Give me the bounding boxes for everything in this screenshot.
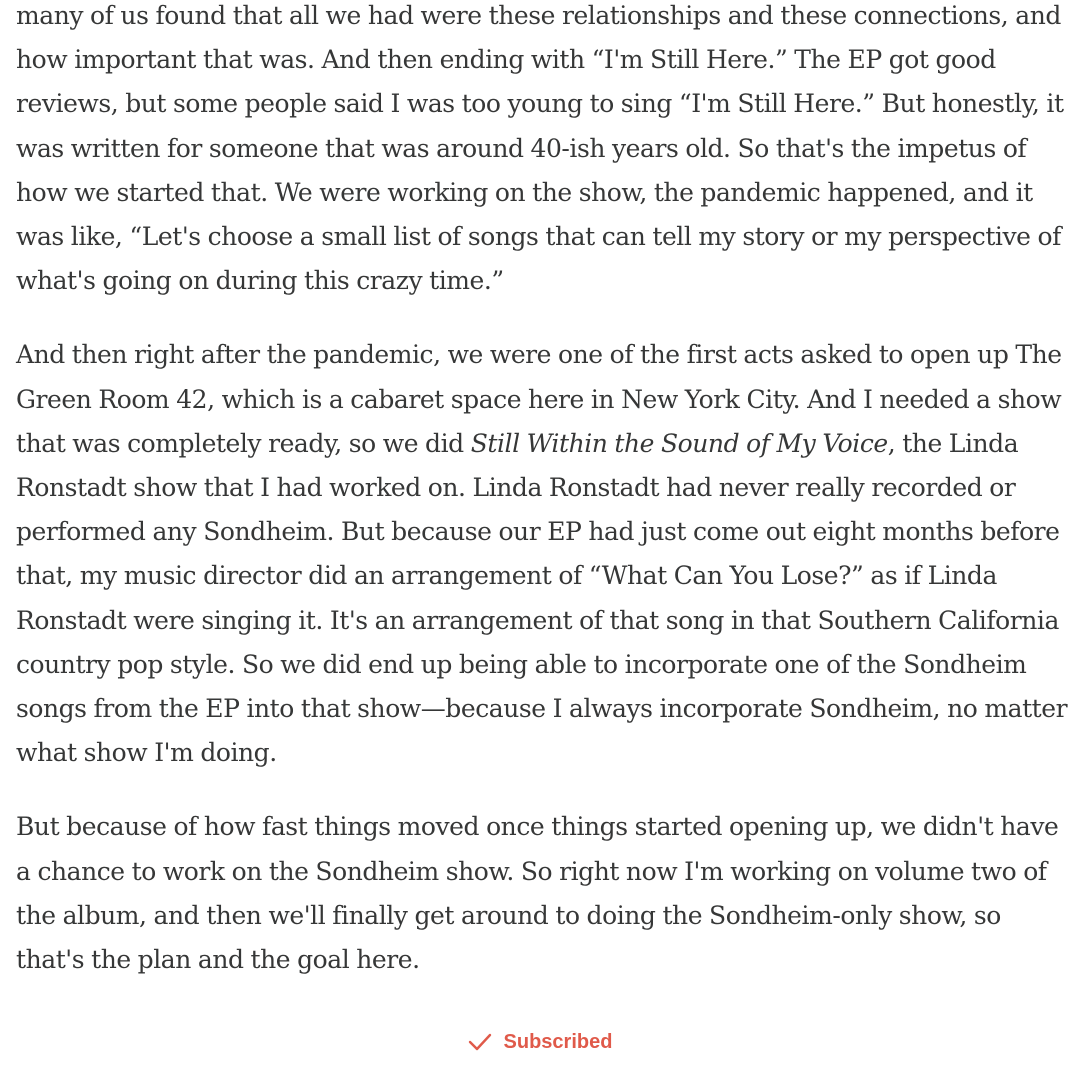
- paragraph-3: But because of how fast things moved once things started opening up, we didn't have a chance to work on the Sondheim show. So right now I'm working on volume two of the album, and then we'll finally get around to doing the Sondheim-only show, so that's the plan and the goal here.: [16, 812, 1059, 975]
- subscribed-label: Subscribed: [503, 1030, 613, 1053]
- paragraph-2: [16, 333, 1074, 775]
- paragraph-2-text-end: , the Linda Ronstadt show that I had worked on. Linda Ronstadt had never really recorded or performed any Sondheim. But because our EP had just come out eight months before that, my music director did an arrangement of “What Can You Lose?” as if Linda Ronstadt were singing it. It's an arrangement of that song in that Southern California country pop style. So we did end up being able to incorporate one of the Sondheim songs from the EP into that show—because I always incorporate Sondheim, no matter what show I'm doing.: [16, 428, 1068, 768]
- article-body: [16, 0, 1074, 1012]
- check-icon: [468, 1033, 492, 1051]
- show-title: Still Within the Sound of My Voice: [470, 428, 888, 458]
- paragraph-2-text-start: And then right after the pandemic, we were one of the first acts asked to open up The Green Room 42, which is a cabaret space here in New York City. And I needed a show that was completely ready, so we did: [16, 340, 1062, 458]
- subscribed-button[interactable]: [0, 1024, 1080, 1060]
- paragraph-1: many of us found that all we had were these relationships and these connections, and how important that was. And then ending with “I'm Still Here.” The EP got good reviews, but some people said I was too young to sing “I'm Still Here.” But honestly, it was written for someone that was around 40-ish years old. So that's the impetus of how we started that. We were working on the show, the pandemic happened, and it was like, “Let's choose a small list of songs that can tell my story or my perspective of what's going on during this crazy time.”: [16, 1, 1064, 296]
